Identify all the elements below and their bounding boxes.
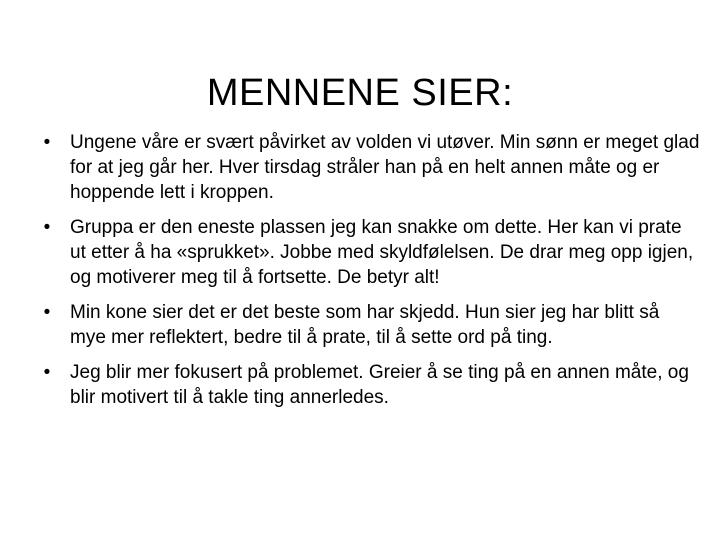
bullet-item xyxy=(30,130,700,205)
bullet-dot-icon: • xyxy=(43,132,51,153)
bullet-item xyxy=(30,360,700,410)
bullet-text: Jeg blir mer fokusert på problemet. Greier å se ting på en annen måte, og blir motivert til å takle ting annerledes. xyxy=(70,362,689,408)
bullet-dot-icon: • xyxy=(43,362,51,383)
bullet-item xyxy=(30,215,700,290)
bullet-dot-icon: • xyxy=(43,217,51,238)
bullet-text: Ungene våre er svært påvirket av volden vi utøver. Min sønn er meget glad for at jeg går her. Hver tirsdag stråler han på en helt annen måte og er hoppende lett i kroppen. xyxy=(70,132,700,203)
bullet-list xyxy=(30,130,700,420)
bullet-text: Gruppa er den eneste plassen jeg kan snakke om dette. Her kan vi prate ut etter å ha «sprukket». Jobbe med skyldfølelsen. De drar meg opp igjen, og motiverer meg til å fortsette. De betyr alt! xyxy=(70,217,694,288)
bullet-text: Min kone sier det er det beste som har skjedd. Hun sier jeg har blitt så mye mer reflektert, bedre til å prate, til å sette ord på ting. xyxy=(70,302,660,348)
slide-title: MENNENE SIER: xyxy=(206,72,514,115)
bullet-dot-icon: • xyxy=(43,302,51,323)
bullet-item xyxy=(30,300,700,350)
